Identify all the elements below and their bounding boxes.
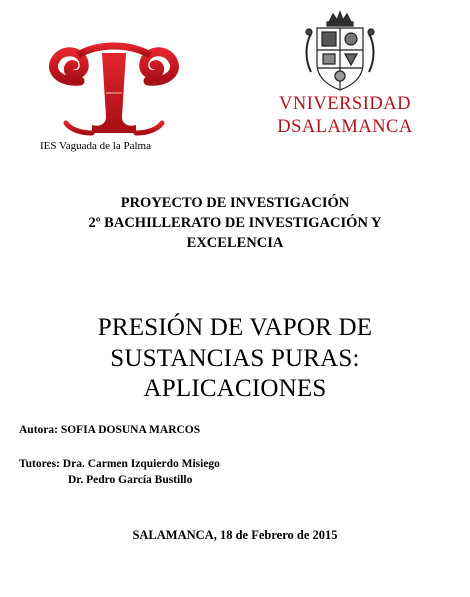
- tutor-1: Dra. Carmen Izquierdo Misiego: [62, 458, 220, 470]
- author-name: SOFIA DOSUNA MARCOS: [60, 424, 201, 436]
- title-line2: SUSTANCIAS PURAS:: [110, 344, 360, 372]
- university-name-line2: DSALAMANCA: [277, 117, 413, 137]
- title-line3: APLICACIONES: [143, 375, 327, 402]
- title-line1: PRESIÓN DE VAPOR DE: [97, 314, 373, 341]
- project-heading: [20, 193, 450, 253]
- document-title: [20, 313, 450, 405]
- tutors-label: Tutores:: [19, 458, 60, 470]
- author-label: Autora:: [19, 424, 58, 436]
- place-date: SALAMANCA, 18 de Febrero de 2015: [132, 528, 338, 542]
- ies-name: IES Vaguada de la Palma: [40, 140, 151, 152]
- ies-logo: [40, 33, 188, 143]
- tutors-line: [19, 458, 220, 470]
- tutor-2: Dr. Pedro García Bustillo: [68, 474, 193, 486]
- university-seal: [303, 10, 377, 94]
- project-line3: EXCELENCIA: [186, 235, 284, 251]
- author-line: [19, 424, 200, 436]
- project-line2: 2º BACHILLERATO DE INVESTIGACIÓN Y: [88, 215, 382, 231]
- project-line1: PROYECTO DE INVESTIGACIÓN: [120, 195, 350, 211]
- university-name-line1: VNIVERSIDAD: [279, 94, 411, 114]
- university-name: [260, 93, 430, 139]
